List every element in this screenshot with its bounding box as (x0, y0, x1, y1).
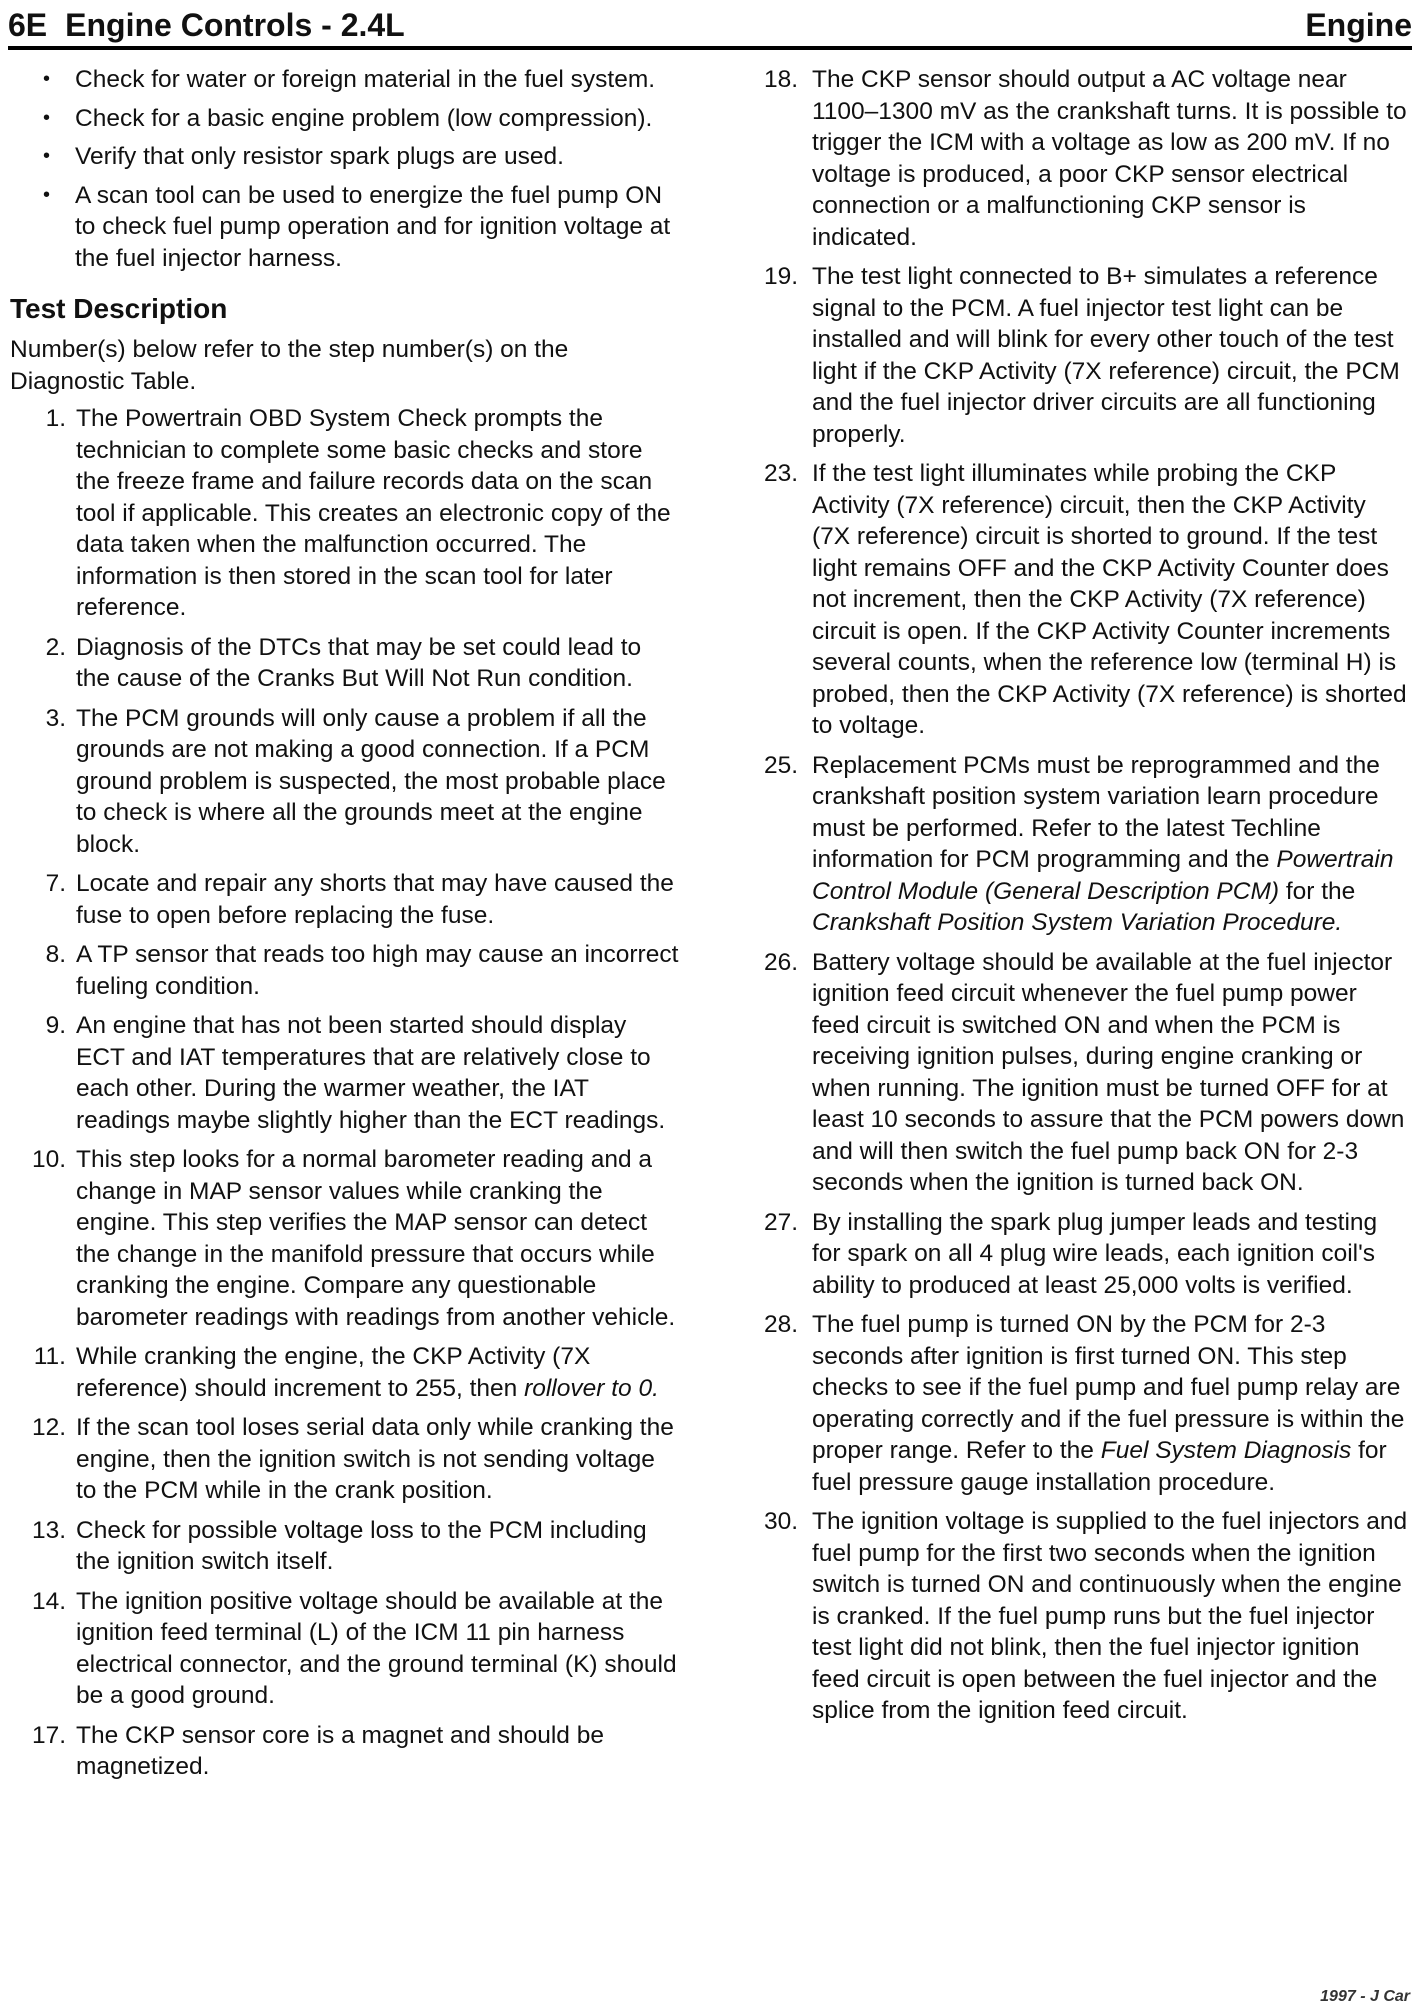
step-item (752, 1309, 1408, 1498)
step-text: The fuel pump is turned ON by the PCM for 2-3 seconds after ignition is first turned ON. This step checks to see if the fuel pump and fuel pump relay are operating correctly and if the fuel pressure is within the proper range. Refer to the (812, 1311, 1405, 1464)
test-description-intro: Number(s) below refer to the step number(s) on the Diagnostic Table. (10, 336, 569, 395)
step-number: 26. (763, 948, 798, 976)
list-item: • Verify that only resistor spark plugs are used. (10, 141, 680, 173)
list-item: • Check for a basic engine problem (low compression). (10, 103, 680, 135)
step-number: 25. (763, 751, 798, 779)
step-item (752, 458, 1408, 742)
step-number: 14. (31, 1587, 66, 1615)
step-item (752, 261, 1408, 450)
step-text: The ignition voltage is supplied to the fuel injectors and fuel pump for the first two seconds when the ignition switch is turned ON and continuously when the engine is cranked. If the fuel pump runs but the fuel injector test light did not blink, then the fuel injector ignition feed circuit is open between the fuel injector and the splice from the ignition feed circuit. (812, 1508, 1408, 1724)
step-text: The CKP sensor core is a magnet and should be magnetized. (76, 1721, 604, 1780)
right-column (752, 64, 1408, 1735)
step-number: 23. (763, 460, 798, 487)
page-header (8, 4, 1412, 44)
step-number: 12. (31, 1414, 66, 1441)
step-item (752, 750, 1408, 939)
step-number: 8. (45, 941, 66, 968)
step-text: Replacement PCMs must be reprogrammed and the crankshaft position system variation learn procedure must be performed. Refer to the latest Techline information for PCM programming and the (812, 751, 1380, 873)
step-italic-text: rollover to 0. (524, 1374, 659, 1402)
step-item (10, 403, 680, 624)
step-number: 18. (763, 66, 798, 93)
step-item (10, 703, 680, 861)
step-text: While cranking the engine, the CKP Activity (7X reference) should increment to 255, then (76, 1343, 591, 1402)
step-item (10, 1412, 680, 1507)
step-item (10, 1515, 680, 1578)
step-text: The PCM grounds will only cause a problem if all the grounds are not making a good connection. If a PCM ground problem is suspected, the most probable place to check is where all the grounds meet at the engine block. (76, 704, 666, 858)
step-item (752, 1506, 1408, 1727)
step-text: Check for possible voltage loss to the PCM including the ignition switch itself. (76, 1516, 647, 1575)
step-number: 30. (763, 1508, 798, 1535)
right-steps (752, 64, 1408, 1727)
step-item (752, 1207, 1408, 1302)
step-item (10, 632, 680, 695)
header-left (8, 6, 405, 44)
step-item (752, 947, 1408, 1199)
step-item (10, 1010, 680, 1136)
step-item (752, 64, 1408, 253)
step-text: An engine that has not been started should display ECT and IAT temperatures that are relatively close to each other. During the warmer weather, the IAT readings maybe slightly higher than the ECT readings. (76, 1012, 666, 1134)
step-item (10, 1720, 680, 1783)
step-number: 11. (33, 1343, 66, 1370)
list-item: • A scan tool can be used to energize the fuel pump ON to check fuel pump operation and for ignition voltage at the fuel injector harness. (10, 180, 680, 275)
step-text: If the scan tool loses serial data only while cranking the engine, then the ignition switch is not sending voltage to the PCM while in the crank position. (76, 1414, 674, 1504)
step-text: If the test light illuminates while probing the CKP Activity (7X reference) circuit, then the CKP Activity (7X reference) circuit is shorted to ground. If the test light remains OFF and the CKP Activity Counter does not increment, then the CKP Activity (7X reference) circuit is open. If the CKP Activity Counter increments several counts, when the reference low (terminal H) is probed, then the CKP Activity (7X reference) is shorted to voltage. (812, 460, 1407, 739)
step-text: A TP sensor that reads too high may cause an incorrect fueling condition. (76, 941, 679, 1000)
step-number: 2. (45, 633, 66, 661)
step-item (10, 1341, 680, 1404)
step-number: 3. (45, 704, 66, 732)
step-number: 1. (45, 405, 66, 432)
doc-reference: Fuel System Diagnosis (1100, 1437, 1352, 1464)
left-steps (10, 403, 680, 1783)
step-text: Battery voltage should be available at the fuel injector ignition feed circuit whenever the fuel pump power feed circuit is switched ON and when the PCM is receiving ignition pulses, during engine cranking or when running. The ignition must be turned OFF for at least 10 seconds to assure that the PCM powers down and will then switch the fuel pump back ON for 2-3 seconds when the ignition is turned back ON. (812, 948, 1405, 1196)
doc-reference: Powertrain Control Module (General Description PCM) (812, 846, 1394, 905)
header-rule (8, 46, 1412, 50)
step-text: The test light connected to B+ simulates a reference signal to the PCM. A fuel injector test light can be installed and will blink for every other touch of the test light if the CKP Activity (7X reference) circuit, the PCM and the fuel injector driver circuits are all functioning properly. (812, 263, 1400, 448)
step-number: 10. (31, 1146, 66, 1173)
left-column (10, 64, 680, 1791)
check-list (10, 64, 680, 274)
step-item (10, 1144, 680, 1333)
test-description-heading: Test Description (10, 293, 228, 324)
step-text: for fuel pressure gauge installation procedure. (812, 1437, 1387, 1496)
header-right-title: Engine (1305, 7, 1412, 43)
step-number: 9. (45, 1012, 66, 1039)
page-footer: 1997 - J Car (1320, 1988, 1410, 2005)
step-text: Locate and repair any shorts that may have caused the fuse to open before replacing the fuse. (76, 870, 674, 929)
step-text: Diagnosis of the DTCs that may be set could lead to the cause of the Cranks But Will Not Run condition. (76, 633, 642, 692)
list-item: • Check for water or foreign material in the fuel system. (10, 64, 680, 96)
step-number: 13. (31, 1516, 66, 1544)
section-number: 6E (8, 7, 48, 43)
step-text: The Powertrain OBD System Check prompts the technician to complete some basic checks and store the freeze frame and failure records data on the scan tool if applicable. This creates an electronic copy of the data taken when the malfunction occurred. The information is then stored in the scan tool for later reference. (76, 405, 671, 621)
step-text: By installing the spark plug jumper leads and testing for spark on all 4 plug wire leads, each ignition coil's ability to produced at least 25,000 volts is verified. (812, 1208, 1378, 1299)
step-text: for the (1285, 877, 1356, 905)
step-item (10, 868, 680, 931)
step-item (10, 939, 680, 1002)
doc-reference: Crankshaft Position System Variation Procedure. (812, 909, 1343, 936)
step-number: 7. (45, 870, 66, 897)
step-text: The ignition positive voltage should be available at the ignition feed terminal (L) of the ICM 11 pin harness electrical connector, and the ground terminal (K) should be a good ground. (76, 1587, 677, 1709)
step-number: 27. (763, 1208, 798, 1236)
page-title: Engine Controls - 2.4L (65, 7, 405, 43)
step-item (10, 1586, 680, 1712)
step-text: This step looks for a normal barometer reading and a change in MAP sensor values while cranking the engine. This step verifies the MAP sensor can detect the change in the manifold pressure that occurs while cranking the engine. Compare any questionable barometer readings with readings from another vehicle. (76, 1146, 676, 1331)
step-number: 28. (763, 1311, 798, 1338)
step-number: 17. (31, 1721, 66, 1749)
step-text: The CKP sensor should output a AC voltage near 1100–1300 mV as the crankshaft turns. It is possible to trigger the ICM with a voltage as low as 200 mV. If no voltage is produced, a poor CKP sensor electrical connection or a malfunctioning CKP sensor is indicated. (812, 66, 1407, 251)
step-number: 19. (763, 263, 798, 290)
